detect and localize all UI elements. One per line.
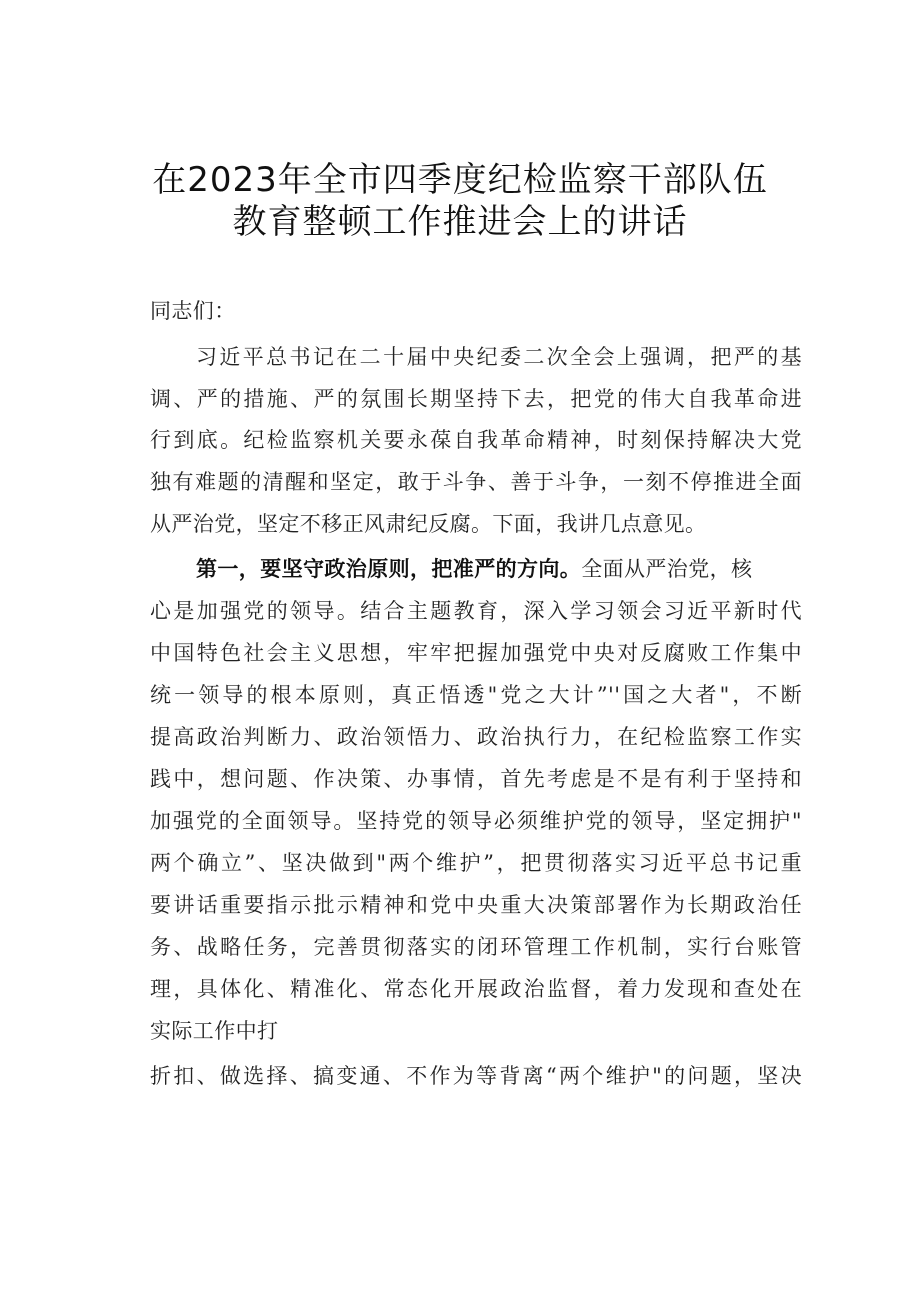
paragraph-2-first-line	[196, 554, 802, 584]
document-title-line-1: 在2023年全市四季度纪检监察干部队伍	[152, 160, 768, 200]
paragraph-1-line: 独有难题的清醒和坚定，敢于斗争、善于斗争，一刻不停推进全面	[150, 470, 802, 494]
paragraph-2-lead-text: 全面从严治党，核	[581, 557, 753, 581]
salutation: 同志们：	[150, 299, 236, 323]
paragraph-2-line: 心是加强党的领导。结合主题教育，深入学习领会习近平新时代	[150, 599, 802, 623]
paragraph-2-line: 中国特色社会主义思想，牢牢把握加强党中央对反腐败工作集中	[150, 641, 802, 665]
paragraph-1-line: 调、严的措施、严的氛围长期坚持下去，把党的伟大自我革命进	[150, 387, 802, 411]
document-title-line-2: 教育整顿工作推进会上的讲话	[232, 202, 688, 242]
paragraph-2-line: 两个确立”、坚决做到"两个维护”，把贯彻落实习近平总书记重	[150, 851, 802, 875]
paragraph-3-line: 折扣、做选择、搞变通、不作为等背离“两个维护"的问题，坚决	[150, 1064, 802, 1088]
paragraph-2-line: 实际工作中打	[150, 1019, 279, 1043]
paragraph-2-line: 理，具体化、精准化、常态化开展政治监督，着力发现和查处在	[150, 977, 802, 1001]
paragraph-2-line: 加强党的全面领导。坚持党的领导必须维护党的领导，坚定拥护"	[150, 809, 802, 833]
section-heading: 第一，要坚守政治原则，把准严的方向。	[196, 556, 582, 581]
paragraph-1-line: 从严治党，坚定不移正风肃纪反腐。下面，我讲几点意见。	[150, 512, 707, 536]
paragraph-2-line: 提高政治判断力、政治领悟力、政治执行力，在纪检监察工作实	[150, 725, 802, 749]
paragraph-2-line: 务、战略任务，完善贯彻落实的闭环管理工作机制，实行台账管	[150, 935, 802, 959]
paragraph-2-line: 践中，想问题、作决策、办事情，首先考虑是不是有利于坚持和	[150, 767, 802, 791]
paragraph-2-line: 统一领导的根本原则，真正悟透"党之大计”''国之大者"，不断	[150, 683, 802, 707]
paragraph-1-line: 习近平总书记在二十届中央纪委二次全会上强调，把严的基	[196, 345, 802, 369]
paragraph-1-line: 行到底。纪检监察机关要永葆自我革命精神，时刻保持解决大党	[150, 428, 802, 452]
paragraph-2-line: 要讲话重要指示批示精神和党中央重大决策部署作为长期政治任	[150, 893, 802, 917]
